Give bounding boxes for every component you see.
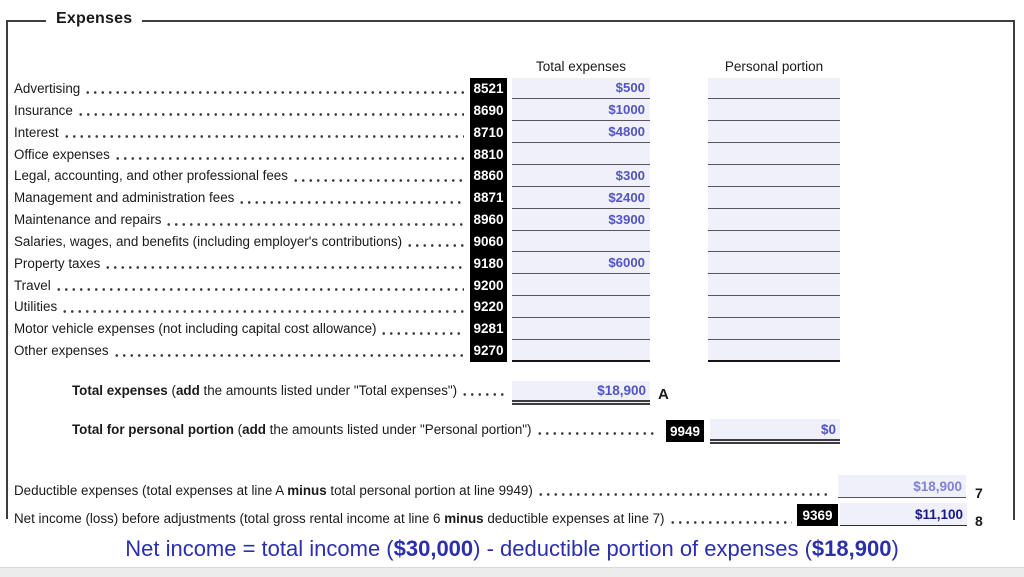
total-expenses-fields-column [512,78,650,362]
expense-label: Motor vehicle expenses (not including capital cost allowance) [14,321,377,337]
line-code: 8690 [473,102,504,118]
dot-leader [380,332,464,335]
dot-leader [55,288,464,291]
net-income-equation-caption: Net income = total income ($30,000) - deductible portion of expenses ($18,900) [125,536,899,561]
line-code: 8860 [473,168,504,184]
line-codes-column [470,78,507,362]
deductible-expenses-amount-field[interactable]: $18,900 [838,475,966,498]
expense-label: Advertising [14,81,81,97]
section-border-top [6,20,1014,22]
line-a-label: A [658,386,669,403]
dot-leader [238,201,464,204]
total-expenses-summary-label: Total expenses (add the amounts listed under "Total expenses") [72,385,506,401]
expense-row [14,143,466,165]
line-code: 8521 [473,81,504,97]
personal-portion-field[interactable] [708,187,840,209]
expense-row [14,121,466,143]
dot-leader [77,113,464,116]
line-code: 9200 [473,277,504,293]
total-expenses-field[interactable] [512,143,650,165]
section-border-right [1013,20,1015,520]
expense-row [14,274,466,296]
line-code: 9220 [473,299,504,315]
line-code-9949: 9949 [666,420,704,442]
expense-label: Maintenance and repairs [14,212,162,228]
expense-row [14,231,466,253]
personal-portion-field[interactable] [708,274,840,296]
expense-label: Other expenses [14,343,109,359]
expense-row [14,318,466,340]
line-code: 9180 [473,255,504,271]
section-border-left [6,20,8,519]
total-expenses-field[interactable]: $500 [512,78,650,100]
net-income-amount-field[interactable]: $11,100 [840,503,967,526]
line-code: 8960 [473,212,504,228]
personal-portion-field[interactable] [708,296,840,318]
line-code: 9281 [473,321,504,337]
expense-row [14,187,466,209]
expense-label: Travel [14,277,51,293]
total-expenses-field[interactable] [512,318,650,340]
personal-portion-fields-column [708,78,840,362]
expense-label: Insurance [14,102,73,118]
column-header-personal-portion: Personal portion [724,59,824,74]
total-personal-portion-amount-field[interactable]: $0 [710,419,840,444]
total-expenses-field[interactable] [512,274,650,296]
line-code-9369: 9369 [797,504,838,526]
total-expenses-field[interactable]: $1000 [512,99,650,121]
line-code: 9270 [473,343,504,359]
total-expenses-field[interactable]: $2400 [512,187,650,209]
expense-row [14,340,466,362]
dot-leader [292,179,464,182]
net-income-label: Net income (loss) before adjustments (total gross rental income at line 6 minus deductible expenses at line 7) [14,514,794,529]
total-expenses-field[interactable] [512,340,650,362]
personal-portion-field[interactable] [708,318,840,340]
expense-labels-column [14,78,466,362]
line-8-label: 8 [975,513,983,529]
personal-portion-field[interactable] [708,78,840,100]
expense-row [14,165,466,187]
expense-label: Salaries, wages, and benefits (including employer's contributions) [14,233,403,249]
dot-leader [406,244,464,247]
personal-portion-field[interactable] [708,99,840,121]
dot-leader [669,521,792,524]
expense-label: Management and administration fees [14,190,235,206]
expense-row [14,252,466,274]
dot-leader [84,91,464,94]
dot-leader [61,310,464,313]
personal-portion-field[interactable] [708,231,840,253]
personal-portion-field[interactable] [708,252,840,274]
personal-portion-field[interactable] [708,143,840,165]
expense-row [14,99,466,121]
personal-portion-field[interactable] [708,121,840,143]
expense-label: Office expenses [14,146,110,162]
expense-label: Utilities [14,299,58,315]
expense-row [14,78,466,100]
total-expenses-amount-field[interactable]: $18,900 [512,381,650,405]
dot-leader [63,135,464,138]
personal-portion-field[interactable] [708,340,840,362]
line-code: 9060 [473,233,504,249]
expense-label: Legal, accounting, and other professional fees [14,168,288,184]
line-code: 8810 [473,146,504,162]
dot-leader [114,157,464,160]
total-expenses-field[interactable]: $4800 [512,121,650,143]
expense-label: Property taxes [14,255,101,271]
dot-leader [461,393,504,396]
total-expenses-field[interactable]: $300 [512,165,650,187]
dot-leader [104,266,464,269]
line-code: 8710 [473,124,504,140]
expense-row [14,296,466,318]
dot-leader [113,354,464,357]
line-code: 8871 [473,190,504,206]
expense-label: Interest [14,124,59,140]
total-expenses-field[interactable] [512,231,650,253]
dot-leader [536,432,658,435]
total-expenses-field[interactable]: $3900 [512,209,650,231]
expense-row [14,209,466,231]
deductible-expenses-label: Deductible expenses (total expenses at line A minus total personal portion at line 9949) [14,486,831,501]
total-personal-portion-summary-label: Total for personal portion (add the amounts listed under "Personal portion") [72,424,660,440]
dot-leader [537,493,829,496]
section-title: Expenses [46,10,142,28]
personal-portion-field[interactable] [708,165,840,187]
total-expenses-field[interactable] [512,296,650,318]
column-header-total-expenses: Total expenses [535,59,627,74]
dot-leader [165,223,464,226]
line-7-label: 7 [975,485,983,501]
total-expenses-field[interactable]: $6000 [512,252,650,274]
personal-portion-field[interactable] [708,209,840,231]
